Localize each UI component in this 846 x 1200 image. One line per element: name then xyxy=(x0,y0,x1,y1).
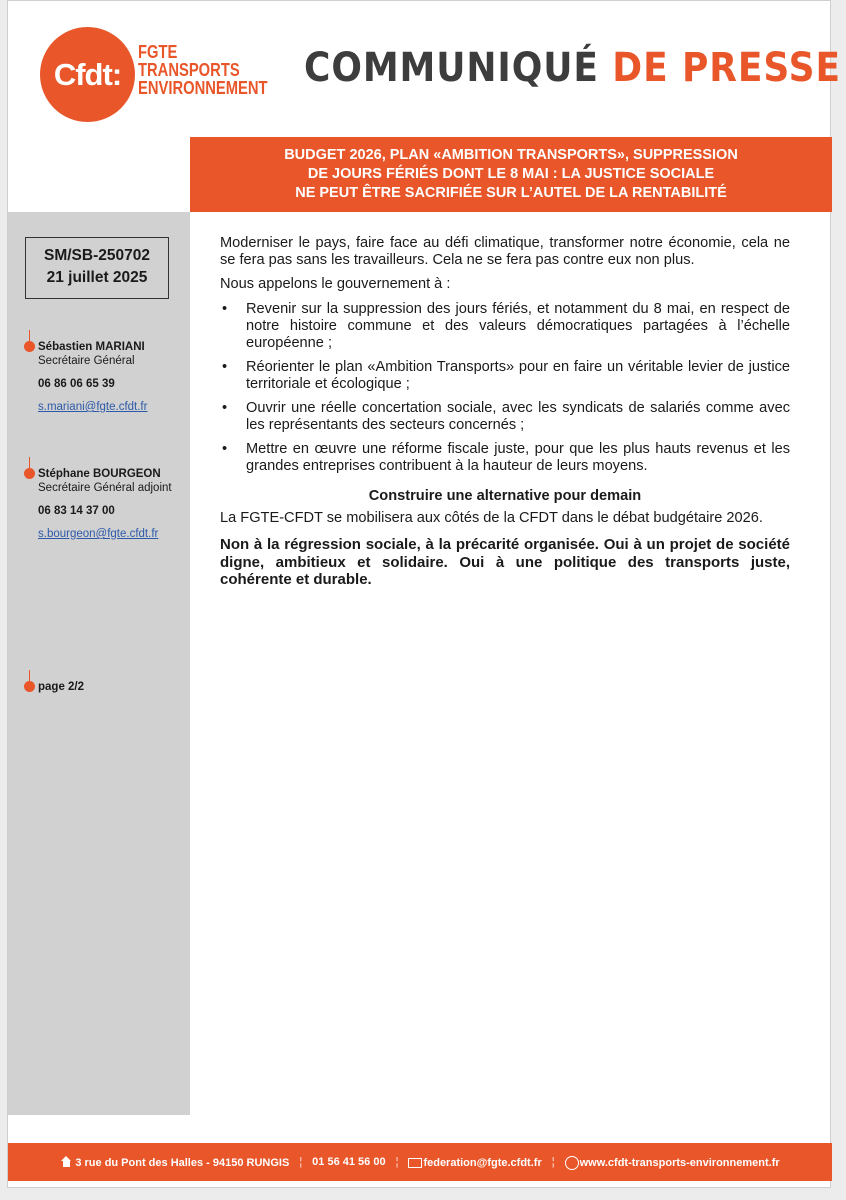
footer-bar xyxy=(8,1143,832,1181)
footer-separator: ¦ xyxy=(395,1156,399,1168)
list-item xyxy=(220,400,790,434)
section-subheading: Construire une alternative pour demain xyxy=(368,488,642,504)
footer-address: 3 rue du Pont des Halles - 94150 RUNGIS xyxy=(60,1156,289,1169)
contact-email-link[interactable]: s.mariani@fgte.cfdt.fr xyxy=(38,401,148,413)
contact-phone: 06 86 06 65 39 xyxy=(38,378,115,390)
logo-line: TRANSPORTS xyxy=(138,60,240,80)
document-title xyxy=(304,45,841,91)
bullet-icon: • xyxy=(222,359,228,375)
contact-role: Secrétaire Général adjoint xyxy=(38,482,172,494)
logo-wordmark xyxy=(138,43,268,97)
logo-line: ENVIRONNEMENT xyxy=(138,78,268,98)
globe-icon xyxy=(565,1156,577,1168)
list-item-text: Ouvrir une réelle concertation sociale, avec les syndicats de salariés comme avec les représentants des secteurs concernés ; xyxy=(246,400,790,433)
home-icon xyxy=(60,1156,72,1168)
sidebar xyxy=(8,212,190,1115)
headline-line: DE JOURS FÉRIÉS DONT LE 8 MAI : LA JUSTICE SOCIALE xyxy=(307,166,715,182)
mail-icon xyxy=(408,1156,420,1168)
list-item-text: Mettre en œuvre une réforme fiscale juste, pour que les plus hauts revenus et les grandes entreprises contribuent à la hauteur de leurs moyens. xyxy=(246,441,790,474)
intro-paragraph: Moderniser le pays, faire face au défi climatique, transformer notre économie, cela ne se fera pas sans les travailleurs. Cela ne se fera pas contre eux non plus. xyxy=(220,235,790,268)
list-item-text: Revenir sur la suppression des jours fériés, et notamment du 8 mai, en respect de notre histoire commune et des valeurs démocratiques partagées à l’échelle européenne ; xyxy=(246,301,790,351)
demands-list xyxy=(220,301,790,475)
bullet-dot-icon xyxy=(24,341,35,352)
footer-website-link[interactable]: www.cfdt-transports-environnement.fr xyxy=(565,1156,780,1169)
list-item xyxy=(220,301,790,352)
contact-email-link[interactable]: s.bourgeon@fgte.cfdt.fr xyxy=(38,528,159,540)
list-item xyxy=(220,441,790,475)
main-content xyxy=(220,235,790,589)
bullet-icon: • xyxy=(222,301,228,317)
bullet-icon: • xyxy=(222,400,228,416)
page-indicator xyxy=(38,680,84,694)
page-number: page 2/2 xyxy=(38,681,85,693)
bullet-dot-icon xyxy=(24,468,35,479)
contact-bourgeon xyxy=(38,467,172,541)
contact-phone: 06 83 14 37 00 xyxy=(38,505,115,517)
contact-name: Stéphane BOURGEON xyxy=(38,468,161,480)
press-release-page xyxy=(7,0,841,1188)
list-item xyxy=(220,359,790,393)
title-part-communique: COMMUNIQUÉ xyxy=(304,45,599,91)
contact-mariani xyxy=(38,340,147,414)
footer-phone: 01 56 41 56 00 xyxy=(312,1156,386,1168)
bullet-icon: • xyxy=(222,441,228,457)
list-item-text: Réorienter le plan «Ambition Transports» pour en faire un véritable levier de justice territoriale et écologique ; xyxy=(246,359,790,392)
footer-email-link[interactable]: federation@fgte.cfdt.fr xyxy=(408,1156,541,1169)
title-part-presse: DE PRESSE xyxy=(612,45,841,91)
closing-statement: Non à la régression sociale, à la précarité organisée. Oui à un projet de société digne, ambitieux et solidaire. Oui à une politique des transports juste, cohérente et durable. xyxy=(220,536,790,588)
headline-line: NE PEUT ÊTRE SACRIFIÉE SUR L’AUTEL DE LA RENTABILITÉ xyxy=(295,185,727,201)
cfdt-fgte-logo xyxy=(40,27,280,117)
logo-line: FGTE xyxy=(138,42,178,62)
release-date: 21 juillet 2025 xyxy=(46,269,148,286)
mobilisation-paragraph: La FGTE-CFDT se mobilisera aux côtés de la CFDT dans le débat budgétaire 2026. xyxy=(220,510,763,526)
headline-banner xyxy=(190,137,832,212)
logo-disc: Cfdt: xyxy=(40,27,135,122)
contact-role: Secrétaire Général xyxy=(38,355,135,367)
footer-separator: ¦ xyxy=(299,1156,303,1168)
footer-separator: ¦ xyxy=(551,1156,555,1168)
contact-name: Sébastien MARIANI xyxy=(38,341,145,353)
lead-paragraph: Nous appelons le gouvernement à : xyxy=(220,276,451,292)
reference-number: SM/SB-250702 xyxy=(44,247,150,264)
headline-line: BUDGET 2026, PLAN «AMBITION TRANSPORTS», SUPPRESSION xyxy=(284,147,738,163)
reference-box xyxy=(25,237,169,299)
bullet-dot-icon xyxy=(24,681,35,692)
